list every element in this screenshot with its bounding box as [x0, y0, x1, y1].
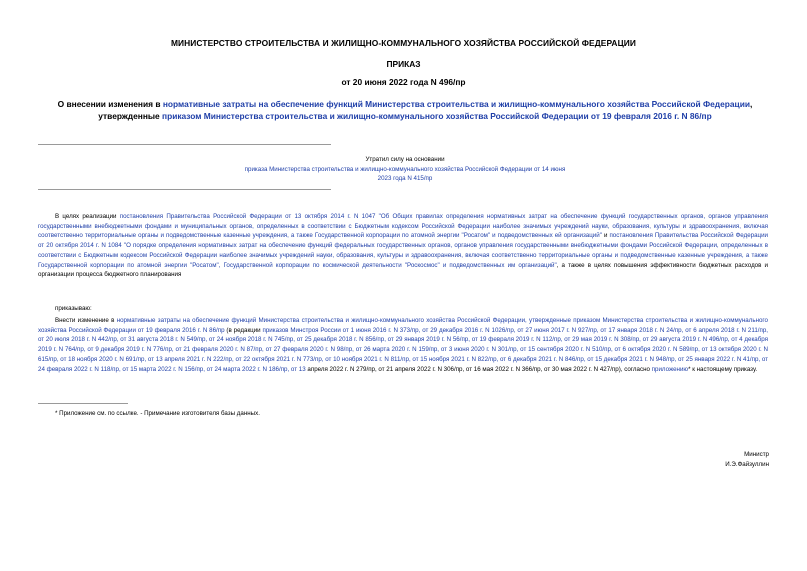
signature-position: Министр: [744, 451, 769, 458]
title-text: , утвержденные: [98, 99, 753, 121]
preamble-paragraph: [38, 212, 768, 280]
divider: [38, 189, 331, 190]
divider: [38, 144, 331, 145]
paragraph-text: Внести изменение в: [55, 317, 117, 324]
paragraph-text: , а также в целях повышения эффективности бюджетных расходов и организации процесса бюджетного планирования: [38, 261, 769, 279]
title-link-normative-costs[interactable]: нормативные затраты на обеспечение функций Министерства строительства и жилищно-коммунального хозяйства Российской Федерации: [162, 99, 750, 109]
order-heading: ПРИКАЗ: [386, 59, 421, 69]
link-resolution-1047[interactable]: постановления Правительства Российской Федерации от 13 октября 2014 г. N 1047 "Об Общих правилах определения нормативных затрат на обеспечение функций государственных органов, органов управления государственными внебюджетными фондами и муниципальных органов, определенных в соответствии с Бюджетным кодексом Российской Федерации наиболее значимых учреждений науки, образования, культуры и здравоохранения, включая соответственно территориальные органы и подведомственные казенные учреждения, а также Государственной корпорации по атомной энергии "Росатом" и подведомственных ей организаций": [38, 213, 768, 240]
lost-force-link[interactable]: приказа Министерства строительства и жилищно-коммунального хозяйства Российской Федерации от 14 июня 2023 года N 415/пр: [244, 165, 566, 183]
paragraph-text: В целях реализации: [55, 213, 120, 220]
lost-force-note: [240, 155, 570, 184]
signature-name: И.Э.Файзуллин: [725, 461, 769, 468]
document-title: [30, 98, 780, 122]
lost-force-text: Утратил силу на основании: [365, 156, 445, 163]
amendment-paragraph: [38, 316, 768, 374]
paragraph-text: и: [601, 232, 610, 240]
paragraph-text: (в редакции: [224, 326, 263, 334]
paragraph-text: * к настоящему приказу.: [688, 365, 758, 373]
footnote: * Приложение см. по ссылке. - Примечание изготовителя базы данных.: [55, 410, 260, 417]
title-link-order-86[interactable]: приказом Министерства строительства и жилищно-коммунального хозяйства Российской Федерации от 19 февраля 2016 г. N 86/пр: [162, 111, 712, 121]
link-resolution-1084[interactable]: постановления Правительства Российской Федерации от 20 октября 2014 г. N 1084 "О порядке определения нормативных затрат на обеспечение функций федеральных государственных органов, органов управления государственными внебюджетными фондами Российской Федерации, определенных в соответствии с Бюджетным кодексом Российской Федерации наиболее значимых учреждений науки, образования, культуры и здравоохранения, включая соответственно территориальные органы и подведомственные казенные учреждения, а также Государственной корпорации по атомной энергии "Росатом", Государственной корпорации по космической деятельности "Роскосмос" и подведомственных им организаций": [38, 232, 768, 269]
order-date: от 20 июня 2022 года N 496/пр: [341, 77, 466, 87]
orders-word: приказываю:: [55, 305, 92, 312]
footnote-divider: [38, 403, 128, 404]
paragraph-text: апреля 2022 г. N 279/пр, от 21 апреля 2022 г. N 306/пр, от 16 мая 2022 г. N 366/пр, от 30 мая 2022 г. N 427/пр), согласно: [305, 365, 652, 373]
link-appendix[interactable]: приложению: [651, 365, 689, 373]
link-normative-costs[interactable]: нормативные затраты на обеспечение функций Министерства строительства и жилищно-коммунального хозяйства Российской Федерации, утвержденные приказом Министерства строительства и жилищно-коммунального хозяйства Российской Федерации от 19 февраля 2016 г. N 86/пр: [38, 317, 768, 334]
ministry-heading: МИНИСТЕРСТВО СТРОИТЕЛЬСТВА И ЖИЛИЩНО-КОММУНАЛЬНОГО ХОЗЯЙСТВА РОССИЙСКОЙ ФЕДЕРАЦИИ: [170, 38, 637, 48]
link-amending-orders[interactable]: приказов Минстроя России от 1 июня 2016 г. N 373/пр, от 29 декабря 2016 г. N 1026/пр, от 27 июня 2017 г. N 927/пр, от 17 января 2018 г. N 24/пр, от 6 апреля 2018 г. N 211/пр, от 20 июля 2018 г. N 442/пр, от 31 августа 2018 г. N 549/пр, от 24 ноября 2018 г. N 745/пр, от 25 декабря 2018 г. N 856/пр, от 29 января 2019 г. N 56/пр, от 19 февраля 2019 г. N 112/пр, от 29 мая 2019 г. N 308/пр, от 29 августа 2019 г. N 496/пр, от 4 декабря 2019 г. N 764/пр, от 9 декабря 2019 г. N 776/пр, от 21 февраля 2020 г. N 87/пр, от 27 февраля 2020 г. N 98/пр, от 26 марта 2020 г. N 159/пр, от 3 июня 2020 г. N 301/пр, от 15 сентября 2020 г. N 510/пр, от 6 октября 2020 г. N 589/пр, от 13 октября 2020 г. N 615/пр, от 18 ноября 2020 г. N 691/пр, от 13 апреля 2021 г. N 222/пр, от 22 октября 2021 г. N 773/пр, от 10 ноября 2021 г. N 811/пр, от 15 ноября 2021 г. N 822/пр, от 6 декабря 2021 г. N 846/пр, от 15 декабря 2021 г. N 948/пр, от 25 января 2022 г. N 41/пр, от 24 февраля 2022 г. N 118/пр, от 15 марта 2022 г. N 156/пр, от 24 марта 2022 г. N 186/пр, от 13: [38, 326, 768, 373]
title-text: О внесении изменения в: [57, 99, 163, 109]
